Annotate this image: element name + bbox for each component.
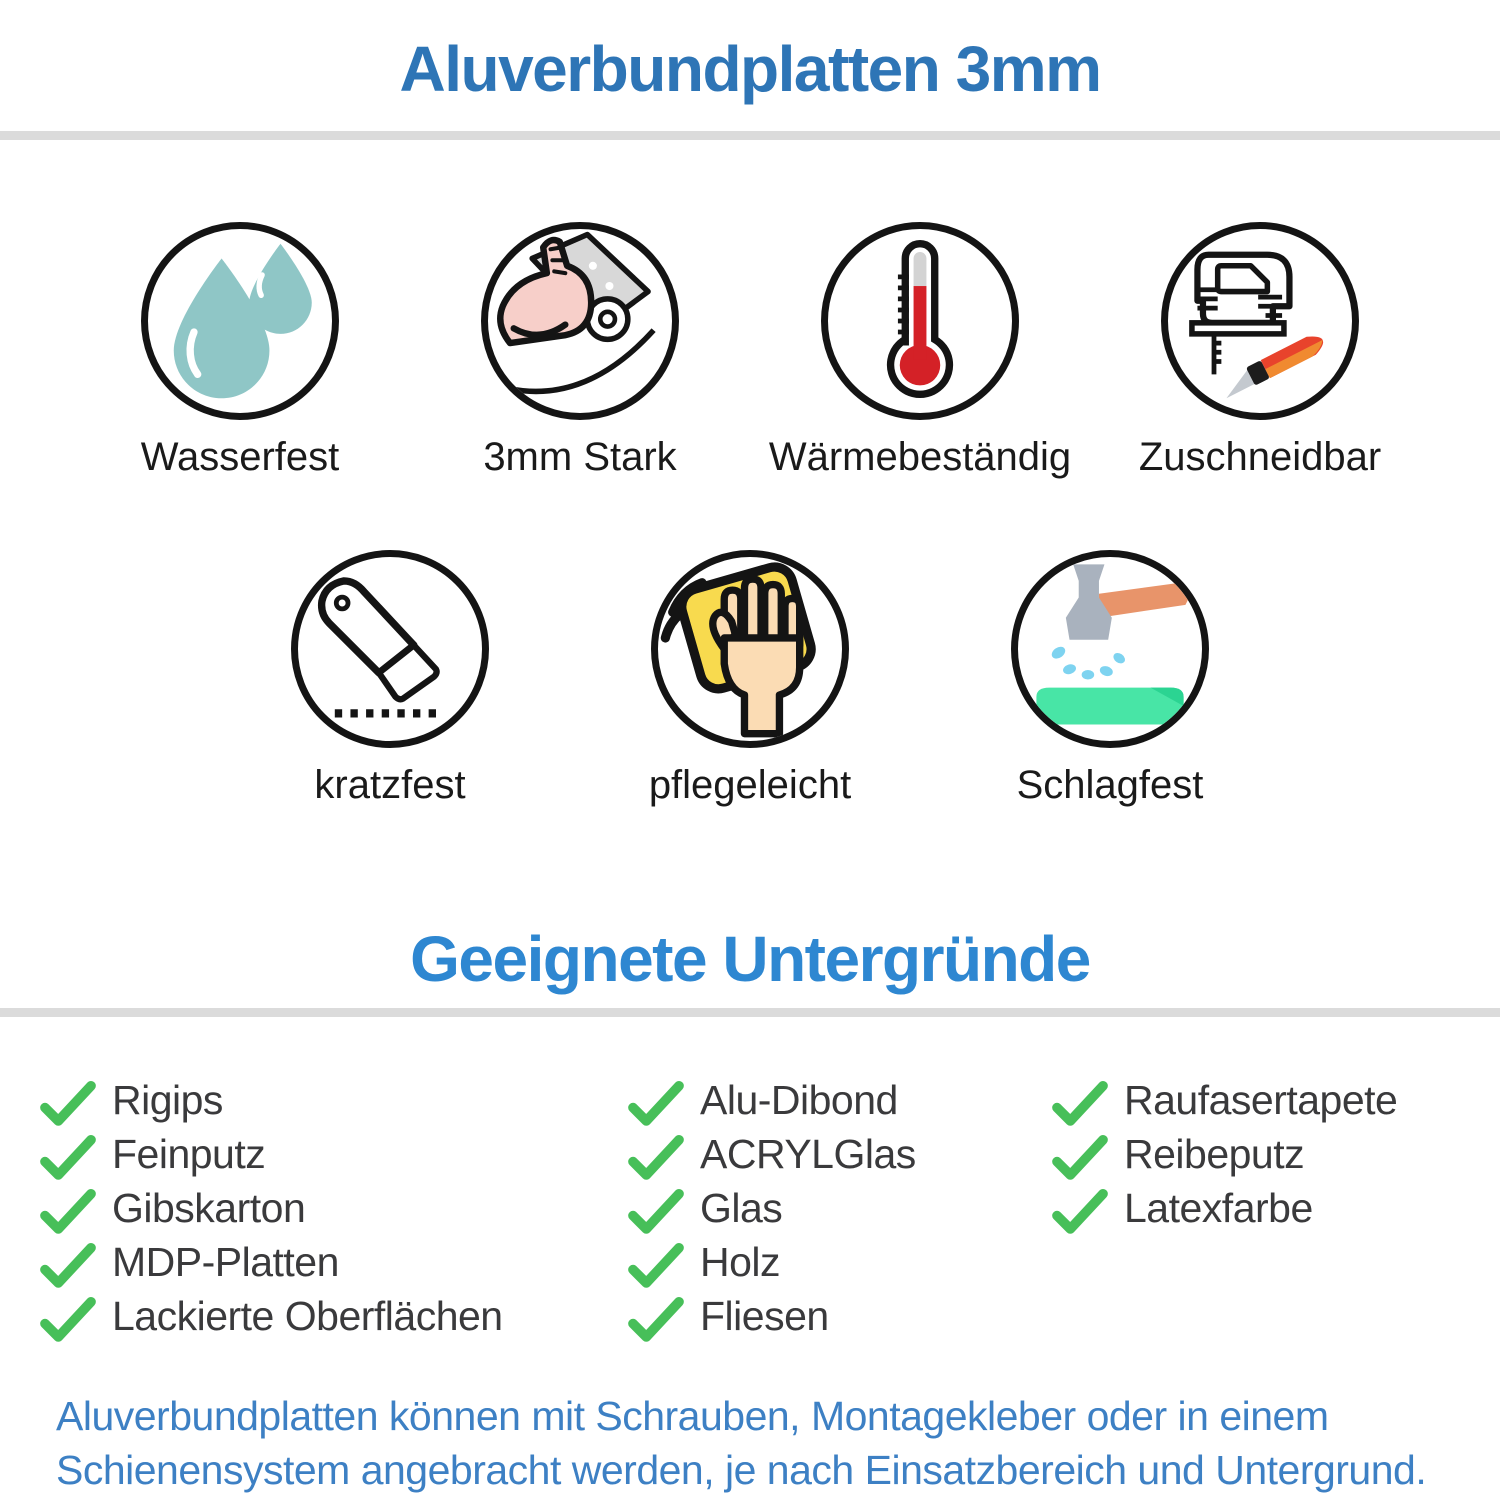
mounting-note	[0, 1389, 1500, 1497]
list-item-label: MDP-Platten	[112, 1238, 339, 1285]
check-icon	[40, 1189, 96, 1235]
mounting-note-line2: Schienensystem angebracht werden, je nach Einsatzbereich und Untergrund.	[56, 1447, 1427, 1493]
list-item	[1052, 1127, 1500, 1181]
list-item-label: Gibskarton	[112, 1184, 306, 1231]
check-icon	[1052, 1081, 1108, 1127]
feature-label: Wärmebeständig	[768, 435, 1072, 479]
feature-wasserfest	[70, 222, 410, 480]
list-item	[628, 1073, 1052, 1127]
feature-zuschneidbar	[1090, 222, 1430, 480]
check-icon	[628, 1297, 684, 1343]
list-item	[40, 1127, 628, 1181]
list-item	[40, 1289, 628, 1343]
feature-label: Zuschneidbar	[1138, 435, 1382, 479]
check-icon	[628, 1081, 684, 1127]
checklist-column-2	[628, 1073, 1052, 1343]
list-item	[40, 1181, 628, 1235]
list-item	[628, 1127, 1052, 1181]
muscle-arm-plate-icon	[481, 222, 679, 420]
list-item	[628, 1181, 1052, 1235]
list-item	[628, 1235, 1052, 1289]
feature-row-1	[0, 222, 1500, 480]
checklist-column-1	[40, 1073, 628, 1343]
list-item-label: Raufasertapete	[1124, 1076, 1398, 1123]
hammer-surface-icon	[1011, 550, 1209, 748]
check-icon	[40, 1297, 96, 1343]
list-item-label: ACRYLGlas	[700, 1130, 916, 1177]
feature-schlagfest	[985, 550, 1235, 808]
feature-label: Schlagfest	[1016, 763, 1204, 807]
list-item-label: Holz	[700, 1238, 781, 1285]
list-item	[1052, 1181, 1500, 1235]
utility-knife-icon	[291, 550, 489, 748]
check-icon	[40, 1243, 96, 1289]
feature-label: pflegeleicht	[648, 763, 852, 807]
check-icon	[40, 1081, 96, 1127]
list-item-label: Lackierte Oberflächen	[112, 1292, 503, 1339]
list-item-label: Feinputz	[112, 1130, 266, 1177]
jigsaw-knife-icon	[1161, 222, 1359, 420]
feature-label: kratzfest	[314, 763, 466, 807]
check-icon	[1052, 1135, 1108, 1181]
divider	[0, 1008, 1500, 1017]
hand-cloth-icon	[651, 550, 849, 748]
thermometer-icon	[821, 222, 1019, 420]
list-item-label: Alu-Dibond	[700, 1076, 898, 1123]
feature-pflegeleicht	[625, 550, 875, 808]
check-icon	[628, 1243, 684, 1289]
list-item-label: Fliesen	[700, 1292, 829, 1339]
check-icon	[628, 1135, 684, 1181]
list-item-label: Rigips	[112, 1076, 223, 1123]
list-item	[1052, 1073, 1500, 1127]
list-item-label: Latexfarbe	[1124, 1184, 1313, 1231]
list-item-label: Glas	[700, 1184, 783, 1231]
list-item-label: Reibeputz	[1124, 1130, 1305, 1177]
feature-3mm-stark	[410, 222, 750, 480]
feature-row-2	[0, 550, 1500, 808]
checklist-column-3	[1052, 1073, 1500, 1235]
check-icon	[628, 1189, 684, 1235]
surfaces-checklist	[0, 1073, 1500, 1343]
check-icon	[40, 1135, 96, 1181]
feature-kratzfest	[265, 550, 515, 808]
page-title: Aluverbundplatten 3mm	[399, 33, 1101, 105]
section-title-untergruende: Geeignete Untergründe	[410, 923, 1090, 995]
feature-label: 3mm Stark	[483, 435, 677, 479]
mounting-note-line1: Aluverbundplatten können mit Schrauben, Montagekleber oder in einem	[56, 1393, 1329, 1439]
list-item	[628, 1289, 1052, 1343]
check-icon	[1052, 1189, 1108, 1235]
list-item	[40, 1073, 628, 1127]
divider	[0, 131, 1500, 140]
feature-waermebestaendig	[750, 222, 1090, 480]
list-item	[40, 1235, 628, 1289]
feature-label: Wasserfest	[140, 435, 340, 479]
water-drops-icon	[141, 222, 339, 420]
